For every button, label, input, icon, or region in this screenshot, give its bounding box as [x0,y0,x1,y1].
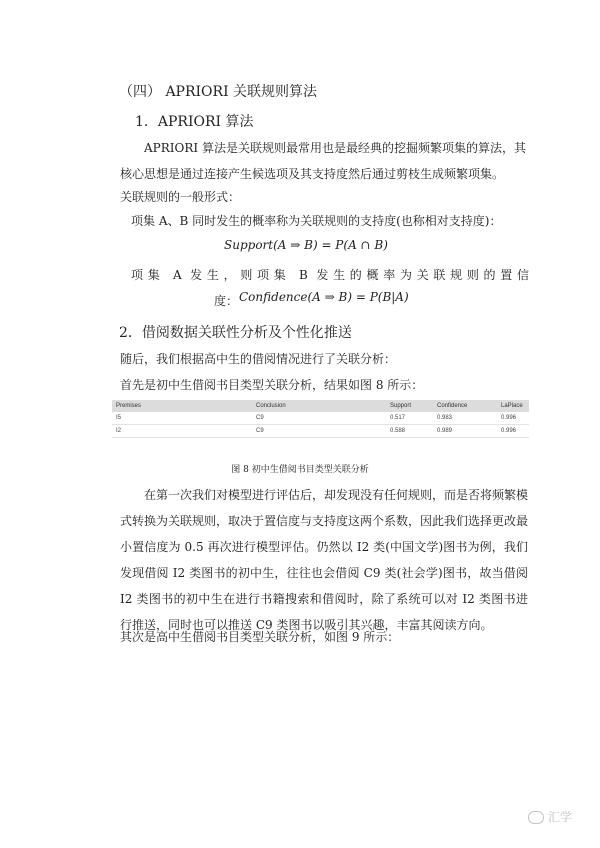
table-header-row [112,400,529,412]
cell-laplace: 0.996 [497,425,529,438]
analysis-line-2: 首先是初中生借阅书目类型关联分析，结果如图 8 所示： [120,378,424,392]
header-confidence: Confidence [433,400,497,412]
chat-bubble-icon [528,811,544,824]
header-laplace: LaPlace [497,400,529,412]
cell-premises: I5 [112,412,252,425]
support-description: 项集 A、B 同时发生的概率称为关联规则的支持度(也称相对支持度)： [131,214,502,228]
table-row [112,425,529,438]
section-heading: （四） APRIORI 关联规则算法 [119,84,318,100]
header-support: Support [386,400,433,412]
cell-confidence: 0.983 [433,412,497,425]
analysis-line-1: 随后，我们根据高中生的借阅情况进行了关联分析： [120,352,397,366]
table-row [112,412,529,425]
general-form-label: 关联规则的一般形式： [120,190,241,204]
cell-support: 0.588 [386,425,433,438]
watermark [528,808,572,825]
association-rules-table [112,400,529,438]
header-conclusion: Conclusion [252,400,386,412]
support-formula: Support(A ⇒ B) = P(A ∩ B) [224,238,388,252]
figure-caption: 图 8 初中生借阅书目类型关联分析 [231,465,369,475]
cell-premises: I2 [112,425,252,438]
evaluation-paragraph: 在第一次我们对模型进行评估后，却发现没有任何规则，而是否将频繁模式转换为关联规则，取决于置信度与支持度这两个系数，因此我们选择更改最小置信度为 0.5 再次进行模型评估。仍然以 I2 类(中国文学)图书为例，我们发现借阅 I2 类图书的初中生，往往也会借阅 C9 类(社会学)图书，故当借阅 I2 类图书的初中生在进行书籍搜索和借阅时，除了系统可以对 I2 类图书进行推送，同时也可以推送 C9 类图书以吸引其兴趣，丰富其阅读方向。 [120,488,529,632]
cell-confidence: 0.989 [433,425,497,438]
confidence-description-suffix: 度： [214,294,239,308]
subsection-heading-analysis: 2．借阅数据关联性分析及个性化推送 [119,325,352,341]
cell-conclusion: C9 [252,425,386,438]
header-premises: Premises [112,400,252,412]
apriori-intro-paragraph: APRIORI 算法是关联规则最常用也是最经典的挖掘频繁项集的算法，其核心思想是通过连接产生候选项及其支持度然后通过剪枝生成频繁项集。 [120,141,526,181]
next-analysis-line: 其次是高中生借阅书目类型关联分析，如图 9 所示： [120,630,400,644]
confidence-formula: Confidence(A ⇒ B) = P(B|A) [239,290,409,304]
watermark-text: 汇学 [547,810,572,824]
confidence-description: 项集 A 发生，则项集 B 发生的概率为关联规则的置信 [131,268,529,282]
cell-conclusion: C9 [252,412,386,425]
subsection-heading-apriori: 1．APRIORI 算法 [135,114,254,130]
cell-laplace: 0.996 [497,412,529,425]
cell-support: 0.517 [386,412,433,425]
